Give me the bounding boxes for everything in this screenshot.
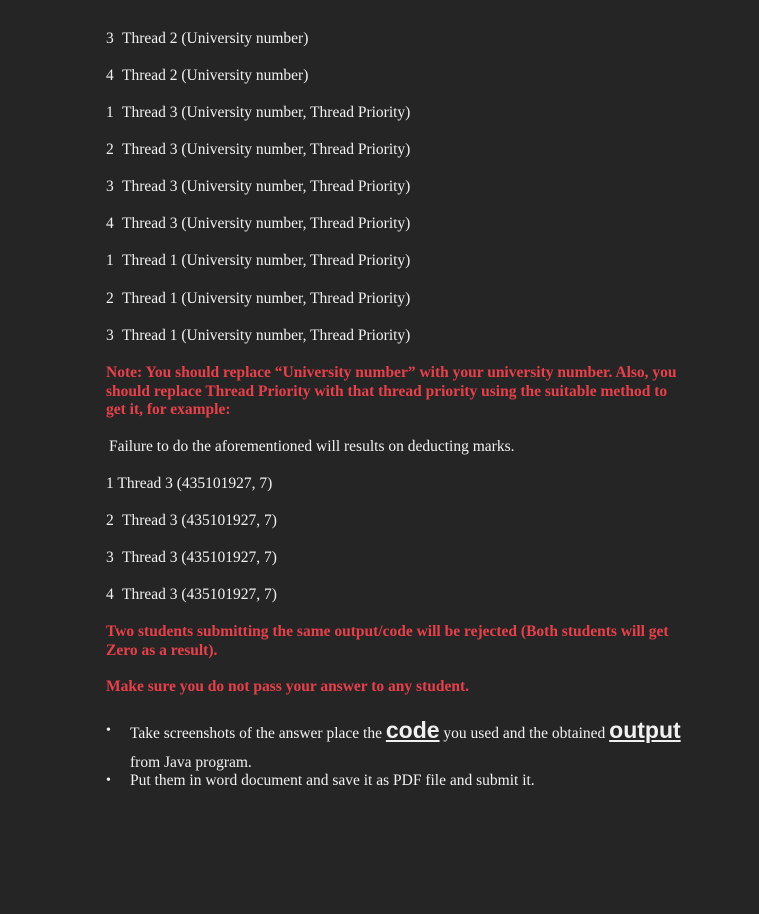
thread-line <box>106 290 410 308</box>
line-number: 4 <box>106 586 114 603</box>
example-line <box>106 549 277 567</box>
bullet-text: Take screenshots of the answer place the <box>130 725 382 742</box>
line-number: 2 <box>106 512 114 529</box>
list-item <box>106 771 686 791</box>
instructions-list <box>106 716 686 791</box>
line-number: 3 <box>106 327 114 344</box>
thread-line <box>106 141 410 159</box>
line-text: Thread 3 (University number, Thread Priority) <box>122 141 411 158</box>
thread-line <box>106 327 410 345</box>
line-number: 2 <box>106 141 114 158</box>
warning-no-pass: Make sure you do not pass your answer to any student. <box>106 678 470 695</box>
line-text: Thread 1 (University number, Thread Priority) <box>122 327 411 344</box>
failure-text: Failure to do the aforementioned will results on deducting marks. <box>109 438 515 455</box>
line-number: 4 <box>106 67 114 84</box>
line-text: Thread 2 (University number) <box>122 67 309 84</box>
line-text: Thread 3 (University number, Thread Priority) <box>122 215 411 232</box>
thread-line <box>106 104 410 122</box>
line-number: 3 <box>106 30 114 47</box>
warning-same-output: Two students submitting the same output/code will be rejected (Both students will get Zero as a result). <box>106 623 669 659</box>
line-number: 1 <box>106 104 114 121</box>
line-text: Thread 1 (University number, Thread Priority) <box>122 252 411 269</box>
line-number: 2 <box>106 290 114 307</box>
bullet-text: you used and the obtained <box>443 725 606 742</box>
output-emphasis: output <box>609 717 681 743</box>
line-text: Thread 3 (435101927, 7) <box>122 512 277 529</box>
example-line: 1 Thread 3 (435101927, 7) <box>106 475 273 492</box>
bullet-text: Put them in word document and save it as PDF file and submit it. <box>130 772 535 789</box>
line-text: Thread 3 (University number, Thread Priority) <box>122 104 411 121</box>
note-paragraph: Note: You should replace “University number” with your university number. Also, you should replace Thread Priority with that thread priority using the suitable method to get it, for example: <box>106 364 677 418</box>
line-number: 3 <box>106 549 114 566</box>
list-item <box>106 716 686 777</box>
line-text: Thread 3 (University number, Thread Priority) <box>122 178 411 195</box>
thread-line <box>106 252 410 270</box>
line-number: 4 <box>106 215 114 232</box>
bullet-icon: • <box>106 773 111 788</box>
line-text: Thread 3 (435101927, 7) <box>122 549 277 566</box>
thread-line <box>106 215 410 233</box>
thread-line <box>106 178 410 196</box>
bullet-icon: • <box>106 723 111 738</box>
example-line <box>106 512 277 530</box>
code-emphasis: code <box>385 717 440 743</box>
line-number: 3 <box>106 178 114 195</box>
line-number: 1 <box>106 252 114 269</box>
bullet-text: from Java program. <box>130 754 252 771</box>
line-text: Thread 2 (University number) <box>122 30 309 47</box>
line-text: Thread 1 (University number, Thread Priority) <box>122 290 411 307</box>
thread-line <box>106 30 308 48</box>
example-line <box>106 586 277 604</box>
line-text: Thread 3 (435101927, 7) <box>122 586 277 603</box>
thread-line <box>106 67 308 85</box>
